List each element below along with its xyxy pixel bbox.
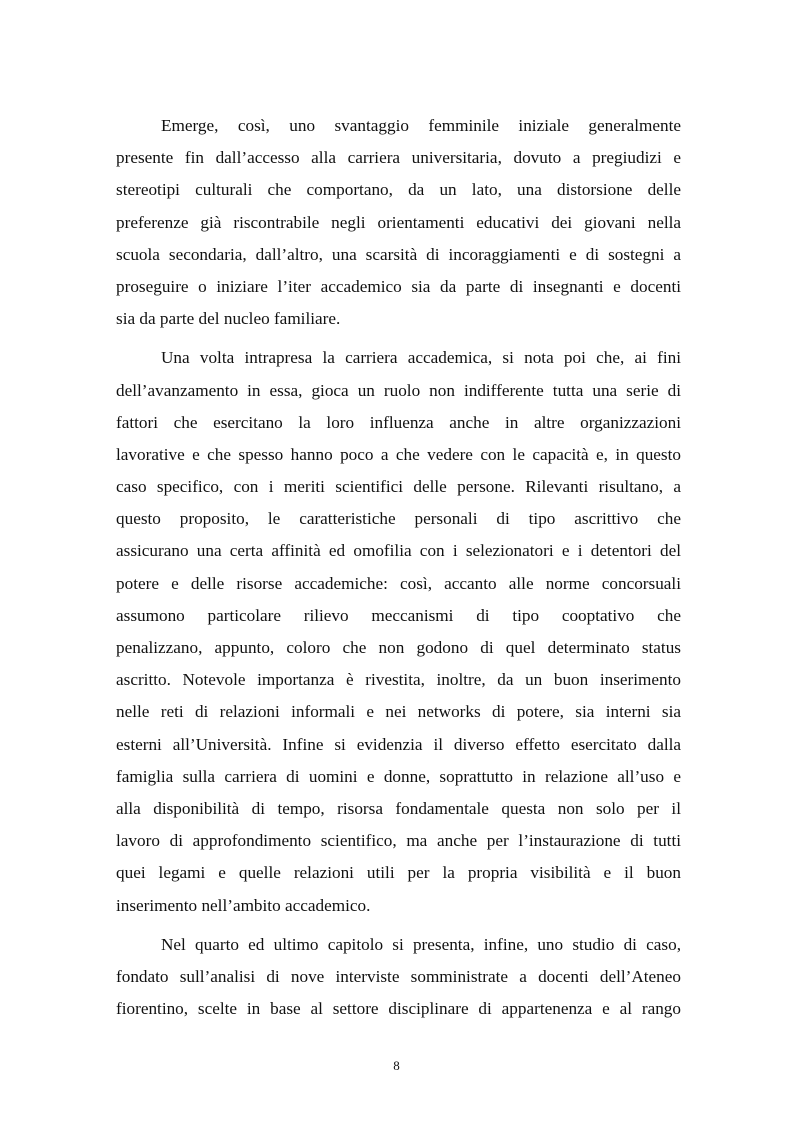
text-line: stereotipi culturali che comportano, da un lato, una distorsione delle: [116, 180, 681, 200]
text-line: fiorentino, scelte in base al settore disciplinare di appartenenza e al rango: [116, 999, 681, 1019]
text-line: dell’avanzamento in essa, gioca un ruolo non indifferente tutta una serie di: [116, 380, 681, 400]
page-number: 8: [393, 1058, 400, 1073]
text-line: assicurano una certa affinità ed omofilia con i selezionatori e i detentori del: [116, 541, 681, 561]
text-line: fondato sull’analisi di nove interviste somministrate a docenti dell’Ateneo: [116, 966, 681, 986]
paragraph-3: [116, 929, 681, 1026]
text-line: inserimento nell’ambito accademico.: [116, 895, 371, 915]
text-line: Una volta intrapresa la carriera accademica, si nota poi che, ai fini: [161, 348, 681, 368]
text-line: alla disponibilità di tempo, risorsa fondamentale questa non solo per il: [116, 798, 681, 818]
text-line: proseguire o iniziare l’iter accademico sia da parte di insegnanti e docenti: [116, 276, 681, 296]
page-body: [116, 110, 681, 1032]
text-line: caso specifico, con i meriti scientifici delle persone. Rilevanti risultano, a: [116, 477, 681, 497]
text-line: quei legami e quelle relazioni utili per la propria visibilità e il buon: [116, 863, 681, 883]
text-line: nelle reti di relazioni informali e nei networks di potere, sia interni sia: [116, 702, 681, 722]
text-line: Emerge, così, uno svantaggio femminile iniziale generalmente: [161, 116, 681, 135]
text-line: presente fin dall’accesso alla carriera universitaria, dovuto a pregiudizi e: [116, 148, 681, 168]
text-line: fattori che esercitano la loro influenza anche in altre organizzazioni: [116, 412, 681, 432]
text-line: potere e delle risorse accademiche: così, accanto alle norme concorsuali: [116, 573, 681, 593]
paragraph-1: [116, 110, 681, 335]
text-line: questo proposito, le caratteristiche personali di tipo ascrittivo che: [116, 509, 681, 529]
text-line: Nel quarto ed ultimo capitolo si presenta, infine, uno studio di caso,: [161, 934, 681, 954]
text-line: ascritto. Notevole importanza è rivestita, inoltre, da un buon inserimento: [116, 670, 681, 690]
text-line: sia da parte del nucleo familiare.: [116, 309, 341, 329]
text-line: lavoro di approfondimento scientifico, ma anche per l’instaurazione di tutti: [116, 831, 681, 851]
text-line: lavorative e che spesso hanno poco a che vedere con le capacità e, in questo: [116, 444, 681, 464]
text-line: scuola secondaria, dall’altro, una scarsità di incoraggiamenti e di sostegni a: [116, 244, 681, 264]
text-line: assumono particolare rilievo meccanismi di tipo cooptativo che: [116, 605, 681, 625]
text-line: esterni all’Università. Infine si evidenzia il diverso effetto esercitato dalla: [116, 734, 681, 754]
text-line: penalizzano, appunto, coloro che non godono di quel determinato status: [116, 638, 681, 657]
text-line: famiglia sulla carriera di uomini e donne, soprattutto in relazione all’uso e: [116, 766, 681, 786]
paragraph-2: [116, 342, 681, 921]
text-line: preferenze già riscontrabile negli orientamenti educativi dei giovani nella: [116, 212, 681, 232]
